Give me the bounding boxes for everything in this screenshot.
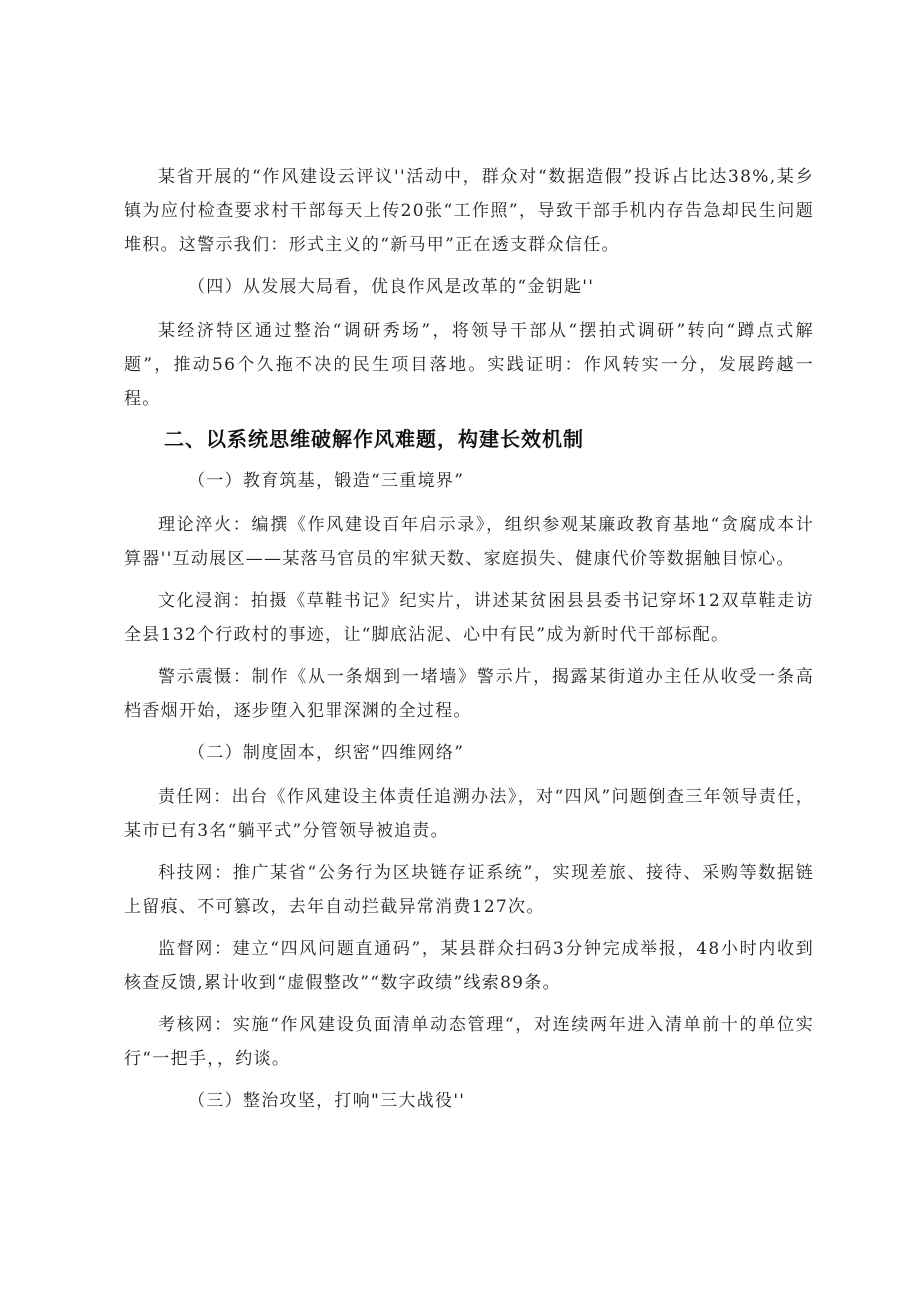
subheading: （二）制度固本，织密“四维网络”: [188, 743, 465, 763]
paragraph: 理论淬火：编撰《作风建设百年启示录》，组织参观某廉政教育基地“贪腐成本计算器''互动展区——某落马官员的牢狱天数、家庭损失、健康代价等数据触目惊心。: [124, 515, 814, 569]
paragraph: 责任网：出台《作风建设主体责任追溯办法》，对“四风”问题倒查三年领导责任，某市已有3名“躺平式”分管领导被追责。: [124, 787, 814, 841]
paragraph: 考核网：实施“作风建设负面清单动态管理“，对连续两年进入清单前十的单位实行“一把手，，约谈。: [124, 1015, 814, 1069]
document-body: [124, 160, 814, 1128]
subheading: （一）教育筑基，锻造“三重境界”: [188, 471, 465, 491]
paragraph: 监督网：建立“四风问题直通码”，某县群众扫码3分钟完成举报，48小时内收到核查反馈,累计收到“虚假整改”“数字政绩”线索89条。: [124, 939, 814, 993]
section-heading: 二、以系统思维破解作风难题，构建长效机制: [164, 427, 584, 451]
paragraph: 某经济特区通过整治“调研秀场”，将领导干部从“摆拍式调研”转向“蹲点式解题”，推动56个久拖不决的民生项目落地。实践证明：作风转实一分，发展跨越一程。: [124, 321, 814, 409]
paragraph: 科技网：推广某省“公务行为区块链存证系统”，实现差旅、接待、采购等数据链上留痕、不可篡改，去年自动拦截异常消费127次。: [124, 863, 814, 917]
subheading: （四）从发展大局看，优良作风是改革的“金钥匙'': [188, 277, 595, 297]
paragraph: 某省开展的“作风建设云评议''活动中，群众对“数据造假”投诉占比达38%,某乡镇为应付检查要求村干部每天上传20张“工作照”，导致干部手机内存告急却民生问题堆积。这警示我们：形式主义的“新马甲”正在透支群众信任。: [124, 167, 814, 255]
paragraph: 文化浸润：拍摄《草鞋书记》纪实片，讲述某贫困县县委书记穿坏12双草鞋走访全县132个行政村的事迹，让“脚底沾泥、心中有民”成为新时代干部标配。: [124, 591, 814, 645]
paragraph: 警示震慑：制作《从一条烟到一堵墙》警示片，揭露某街道办主任从收受一条高档香烟开始，逐步堕入犯罪深渊的全过程。: [124, 667, 814, 721]
subheading: （三）整治攻坚，打响"三大战役'': [188, 1091, 466, 1111]
